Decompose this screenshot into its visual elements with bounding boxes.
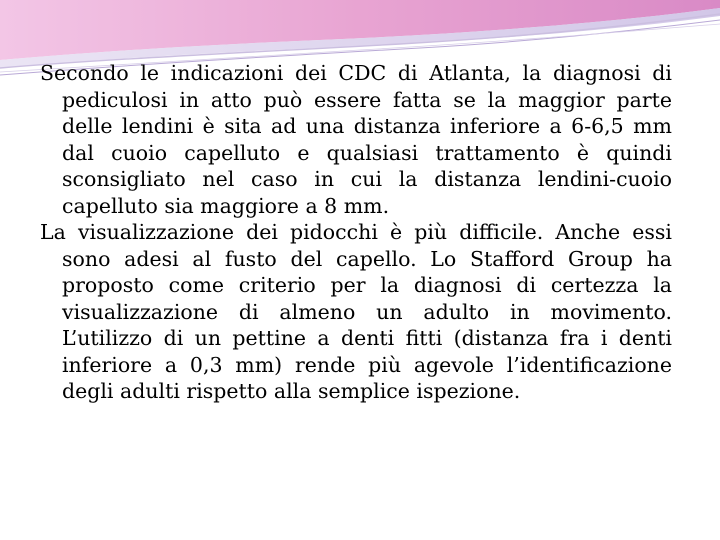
paragraph-cdc-diagnosis: Secondo le indicazioni dei CDC di Atlanta, la diagnosi di pediculosi in atto può essere fatta se la maggior parte delle lendini è sita ad una distanza inferiore a 6-6,5 mm dal cuoio capelluto e qualsiasi trattamento è quindi sconsigliato nel caso in cui la distanza lendini-cuoio capelluto sia maggiore a 8 mm.: [40, 61, 672, 218]
slide-body-text: [40, 60, 672, 405]
paragraph-lice-visualization: La visualizzazione dei pidocchi è più difficile. Anche essi sono adesi al fusto del capello. Lo Stafford Group ha proposto come criterio per la diagnosi di certezza la visualizzazione di almeno un adulto in movimento. L’utilizzo di un pettine a denti fitti (distanza fra i denti inferiore a 0,3 mm) rende più agevole l’identificazione degli adulti rispetto alla semplice ispezione.: [40, 220, 672, 403]
